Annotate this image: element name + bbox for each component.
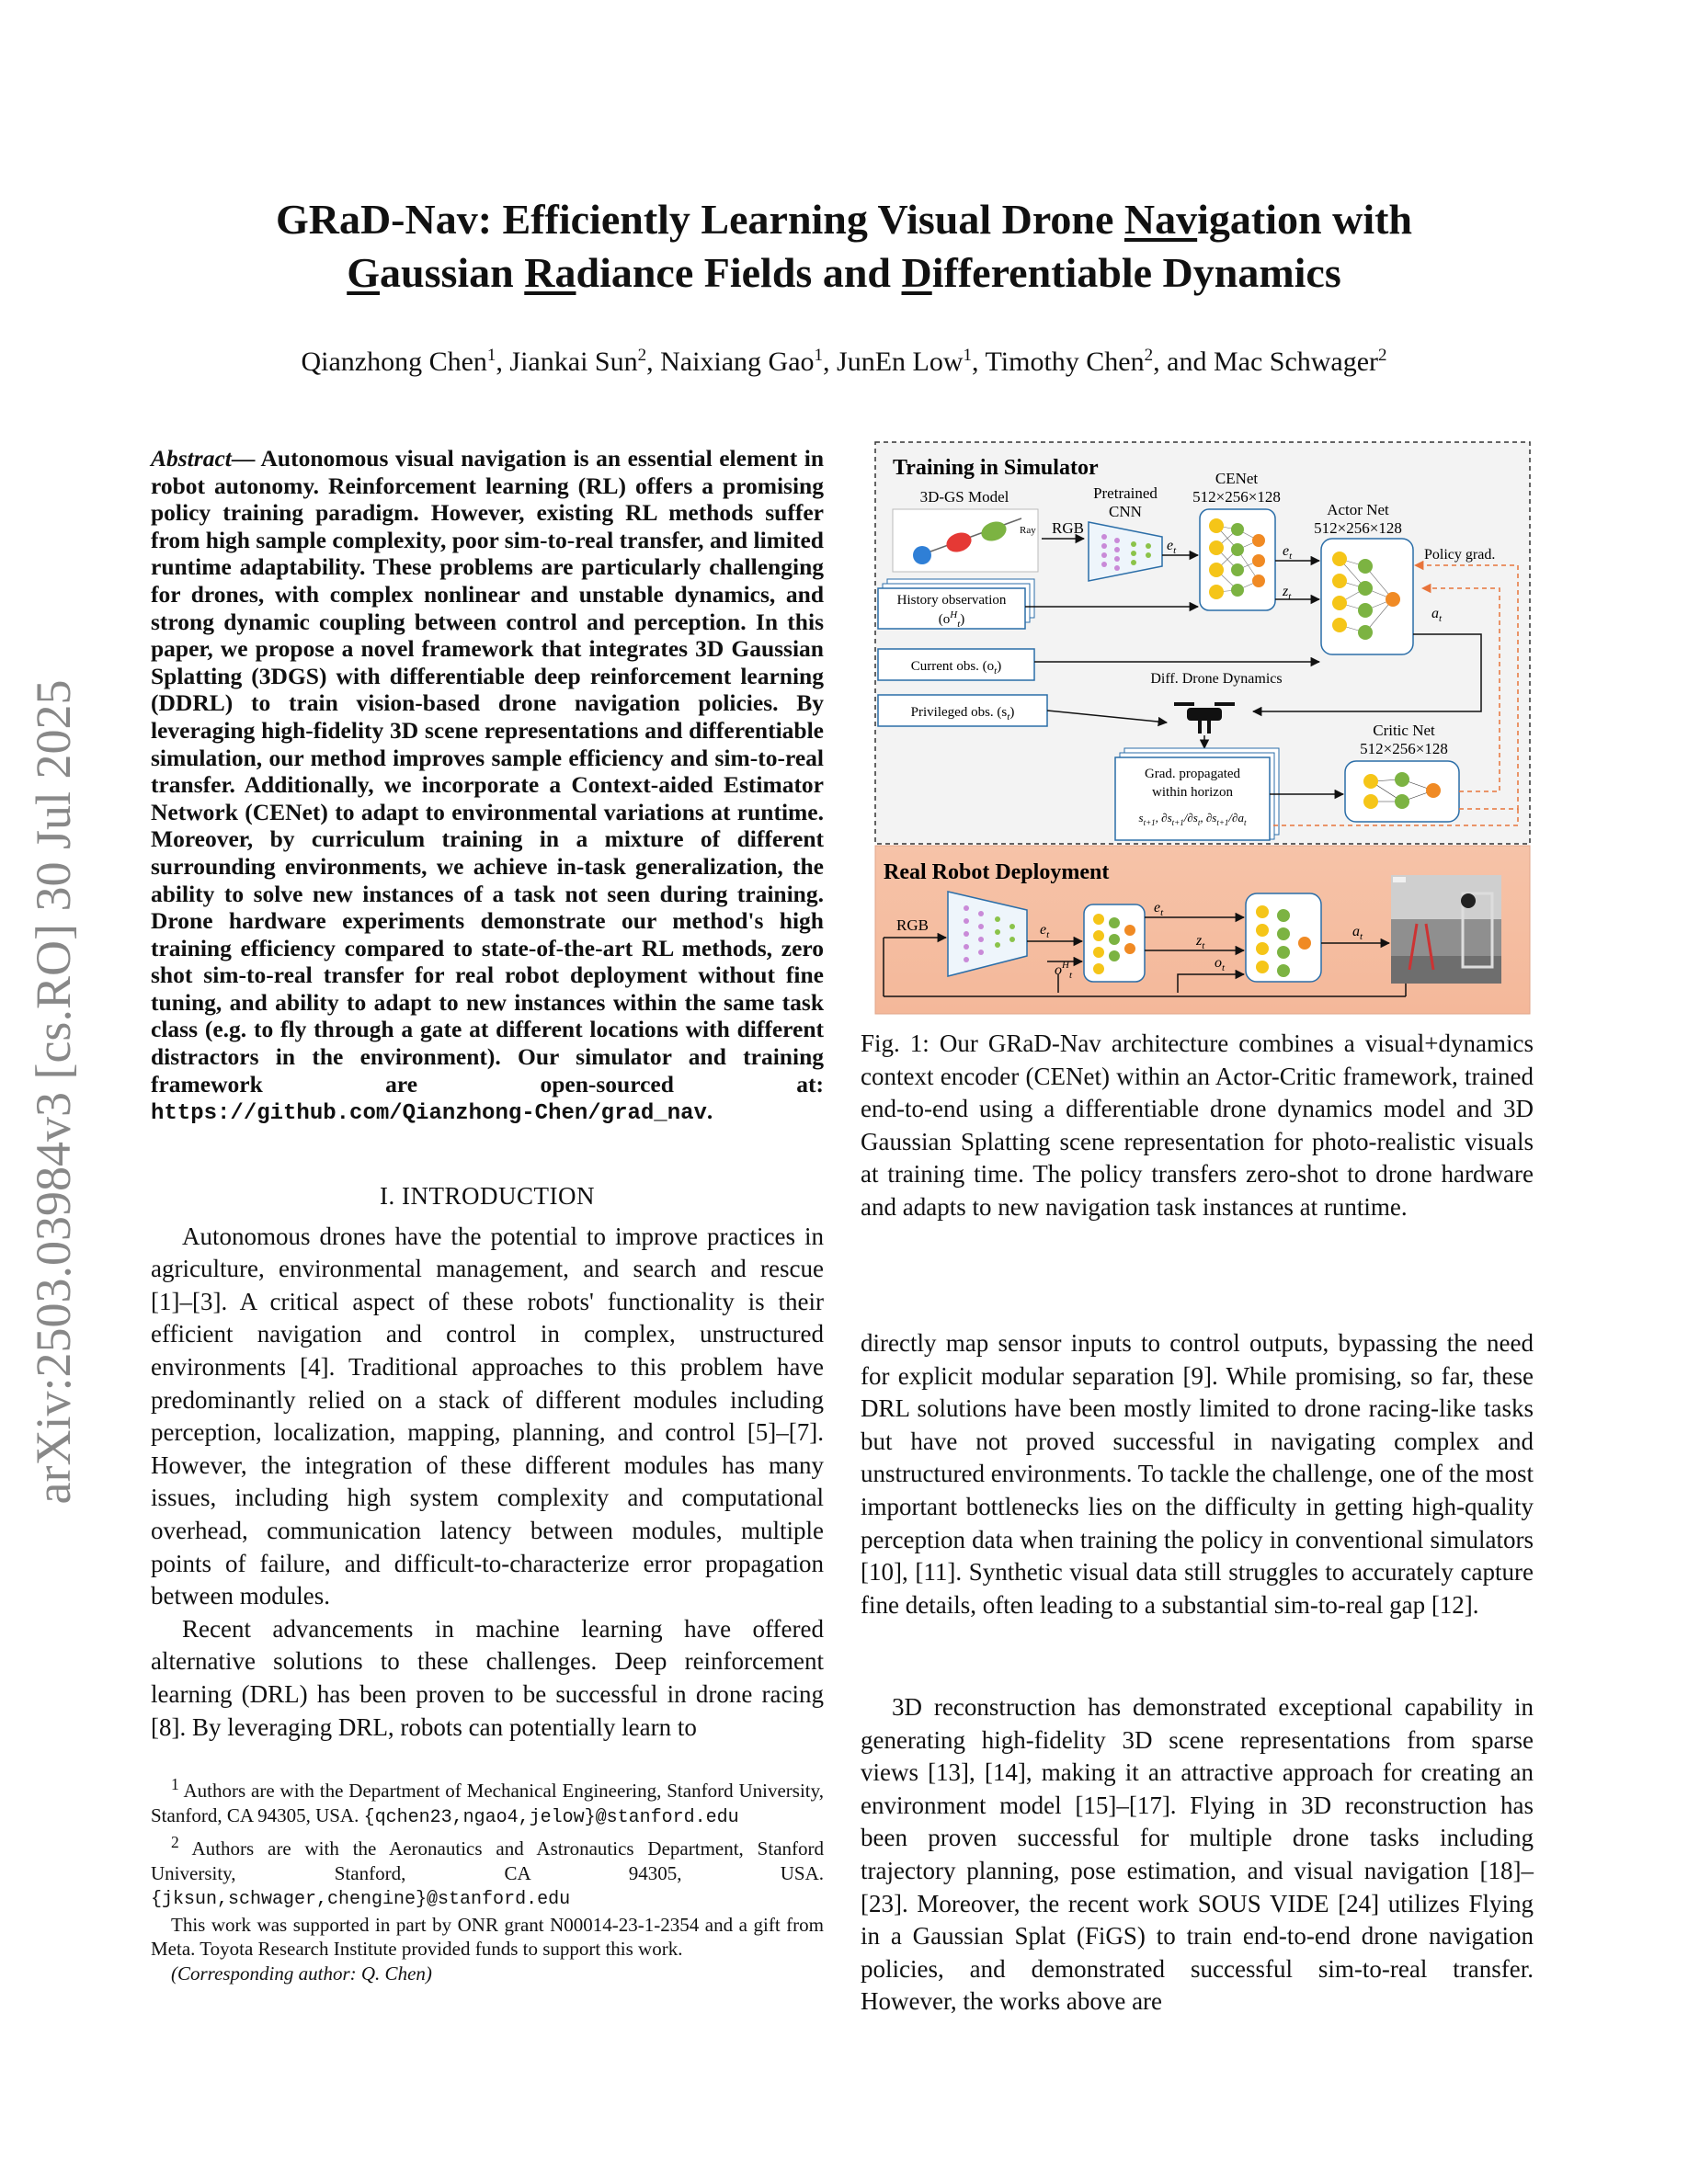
author-name: JunEn Low xyxy=(837,347,964,377)
svg-text:3D-GS Model: 3D-GS Model xyxy=(919,488,1009,506)
training-title: Training in Simulator xyxy=(893,456,1099,480)
svg-text:512×256×128: 512×256×128 xyxy=(1360,740,1448,757)
svg-text:RGB: RGB xyxy=(1052,519,1084,537)
footnotes: $^1$ Authors are with the Department of Mechanical Engineering, Stanford University, Stanford, CA 94305, USA. {qchen23,ngao4,jelow}@stanford.edu $^2$ Authors are with the Aeronautics and Astronautics Department, Stanford University, Stanford, CA 94305, USA. {jksun,schwager,chengine}@stanford.edu This work was supported in part by ONR grant N00014-23-1-2354 and a gift from Meta. Toyota Research Institute provided funds to support this work. (Corresponding author: Q. Chen) xyxy=(151,1775,824,1985)
svg-text:CNN: CNN xyxy=(1109,503,1142,520)
svg-text:zt: $z_t$ xyxy=(1196,933,1205,951)
author-name: Mac Schwager xyxy=(1213,347,1379,377)
author-name: Naixiang Gao xyxy=(660,347,815,377)
github-link[interactable]: https://github.com/Qianzhong-Chen/grad_nav xyxy=(151,1101,707,1127)
svg-text:History observation: History observation xyxy=(896,593,1007,608)
author-name: Jiankai Sun xyxy=(509,347,638,377)
svg-text:512×256×128: 512×256×128 xyxy=(1192,488,1281,506)
author-name: Qianzhong Chen xyxy=(301,347,487,377)
paper-title: GRaD-Nav: Efficiently Learning Visual Drone Navigation with Gaussian Radiance Fields and Differentiable Dynamics xyxy=(275,196,1413,296)
svg-text:et: $e_t$ xyxy=(1154,900,1164,918)
introduction-section xyxy=(151,1160,824,1744)
svg-text:Actor Net: Actor Net xyxy=(1327,501,1389,518)
author-name: Timothy Chen xyxy=(985,347,1145,377)
svg-text:et: $e_t$ xyxy=(1283,543,1293,562)
intro-paragraph-2: Recent advancements in machine learning have offered alternative solutions to these challenges. Deep reinforcement learning (DRL) has been proven to be successful in drone racing [8]. By leveraging DRL, robots can potentially learn to xyxy=(151,1614,824,1741)
svg-text:CENet: CENet xyxy=(1215,470,1259,487)
svg-text:at: $a_t$ xyxy=(1431,606,1443,624)
right-column-paragraph-1: directly map sensor inputs to control outputs, bypassing the need for explicit modular separation [9]. While promising, so far, these DRL solutions have been mostly limited to drone racing-like tasks but have not proved successful in navigating complex and unstructured environments. To tackle the challenge, one of the most important bottlenecks lies on the difficulty in getting high-quality perception data when training the policy in conventional simulators [10], [11]. Synthetic visual data still struggles to accurately capture fine details, often leading to a substantial sim-to-real gap [12]. xyxy=(861,1329,1534,1619)
svg-text:Diff. Drone Dynamics: Diff. Drone Dynamics xyxy=(1150,671,1283,687)
svg-text:Grad. propagated: Grad. propagated xyxy=(1144,767,1241,781)
svg-text:Ray: Ray xyxy=(1020,525,1036,536)
svg-text:RGB: RGB xyxy=(896,916,929,934)
svg-text:at: $a_t$ xyxy=(1352,924,1363,942)
svg-text:et: $e_t$ xyxy=(1167,538,1177,556)
arxiv-stamp: arXiv:2503.03984v3 [cs.RO] 30 Jul 2025 xyxy=(26,679,81,1505)
critic-net-block xyxy=(1345,761,1459,822)
intro-paragraph-1: Autonomous drones have the potential to improve practices in agriculture, environmental management, and search and rescue [1]–[3]. A critical aspect of these robots' functionality is their efficient navigation and control in complex, unstructured environments [4]. Traditional approaches to this problem have predominantly relied on a stack of different modules including perception, localization, mapping, planning, and control [5]–[7]. However, the integration of these different modules has many issues, including high system complexity and computational overhead, communication latency between modules, multiple points of failure, and difficult-to-characterize error propagation between modules. xyxy=(151,1222,824,1610)
svg-text:st+1, ∂st+1/∂st, ∂st+1/∂at: $s_{t+1}$, $\partial s_{t+1}/\partial s_t$, $\partial s_{t+1}/\partial a_t$ xyxy=(1138,811,1247,827)
right-column-paragraph-2: 3D reconstruction has demonstrated exceptional capability in generating high-fidelity 3D scene representations from sparse views [13], [14], making it an attractive approach for creating an environment model [15]–[17]. Flying in 3D reconstruction has been proven successful for multiple drone tasks including trajectory planning, pose estimation, and visual navigation [18]–[23]. Moreover, the recent work SOUS VIDE [24] utilizes Flying in a Gaussian Splat (FiGS) to train end-to-end drone navigation policies, and demonstrated successful sim-to-real transfer. However, the works above are xyxy=(861,1693,1534,2016)
svg-text:Pretrained: Pretrained xyxy=(1093,484,1158,502)
svg-text:ot: $o_t$ xyxy=(1215,955,1226,973)
svg-text:oHt: $o^H_t$ xyxy=(1055,960,1073,981)
svg-text:Current obs. (ot): Current obs. $(o_t)$ xyxy=(910,659,1002,677)
abstract: Abstract— Autonomous visual navigation is an essential element in robot autonomy. Reinforcement learning (RL) offers a promising policy training paradigm. However, existing RL methods suffer from high sample complexity, poor sim-to-real transfer, and limited runtime adaptability. These problems are particularly challenging for drones, with complex nonlinear and unstable dynamics, and strong dynamic coupling between control and perception. In this paper, we propose a novel framework that integrates 3D Gaussian Splatting (3DGS) with differentiable deep reinforcement learning (DDRL) to train vision-based drone navigation policies. By leveraging high-fidelity 3D scene representations and differentiable simulation, our method improves sample efficiency and sim-to-real transfer. Additionally, we incorporate a Context-aided Estimator Network (CENet) to adapt to environmental variations at runtime. Moreover, by curriculum training in a mixture of different surrounding environments, we achieve in-task generalization, the ability to solve new instances of a task not seen during training. Drone hardware experiments demonstrate our method's high training efficiency compared to state-of-the-art RL methods, zero shot sim-to-real transfer for real robot deployment without fine tuning, and ability to adapt to new instances within the same task class (e.g. to fly through a gate at different locations with different distractors in the environment). Our simulator and training framework are open-sourced at: https://github.com/Qianzhong-Chen/grad_nav. xyxy=(151,445,825,1127)
svg-text:(oHt): $(o^H_t)$ xyxy=(938,609,965,630)
svg-text:within horizon: within horizon xyxy=(1152,785,1233,800)
svg-text:Critic Net: Critic Net xyxy=(1373,722,1435,739)
architecture-figure xyxy=(874,441,1531,1015)
section-heading: I. INTRODUCTION xyxy=(380,1182,595,1210)
svg-text:et: $e_t$ xyxy=(1040,922,1050,940)
svg-text:Policy grad.: Policy grad. xyxy=(1424,547,1496,563)
svg-text:Privileged obs. (st): Privileged obs. $(s_t)$ xyxy=(910,705,1015,722)
svg-text:zt: $z_t$ xyxy=(1283,584,1292,602)
author-list: Qianzhong Chen$^1$, Jiankai Sun$^2$, Naixiang Gao$^1$, JunEn Low$^1$, Timothy Chen$^2$, and Mac Schwager$^2$ xyxy=(301,346,1387,377)
real-robot-photo xyxy=(1391,875,1501,984)
svg-text:512×256×128: 512×256×128 xyxy=(1314,519,1402,537)
deployment-title: Real Robot Deployment xyxy=(884,860,1110,884)
figure-caption: Fig. 1: Our GRaD-Nav architecture combines a visual+dynamics context encoder (CENet) within an Actor-Critic framework, trained end-to-end using a differentiable drone dynamics model and 3D Gaussian Splatting scene representation for photo-realistic visuals at training time. The policy transfers zero-shot to drone hardware and adapts to new navigation task instances at runtime. xyxy=(861,1029,1534,1221)
